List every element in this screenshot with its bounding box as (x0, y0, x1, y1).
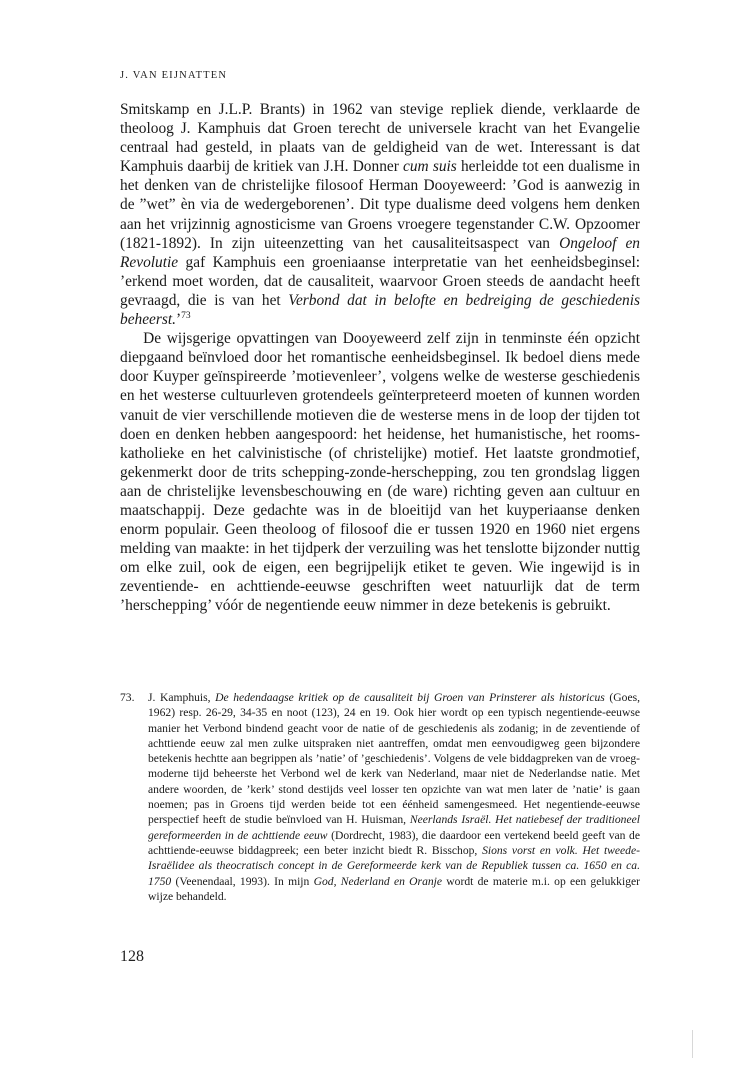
paragraph-1 (120, 100, 640, 329)
italic-run: God, Nederland en Oranje (313, 874, 443, 888)
text-run: gaf Kamphuis een groeniaanse interpretatie van het eenheidsbeginsel: ’erkend moet worden, dat de causaliteit, waarvoor Groen steeds de aandacht heeft gevraagd, die is van het (120, 253, 640, 309)
text-run: wordt de materie m.i. op een gelukkiger wijze behandeld. (148, 874, 640, 903)
text-run: herleidde tot een dualisme in het denken van de christelijke filosoof Herman Dooyeweerd: ’God is aanwezig in de ”wet” èn via de wedergeborenen’. Dit type dualisme deed volgens hem denken aan het vrijzinnig agnosticisme van Groens vroegere tegenstander C.W. Opzoomer (1821-1892). In zijn uiteenzetting van het causaliteitsaspect van (120, 158, 641, 252)
page-number: 128 (120, 948, 144, 965)
footnote-number: 73. (120, 691, 135, 704)
italic-run: Sions vorst en volk. Het tweede-Israëlidee als theocratisch concept in de Gereformeerde kerk van de Republiek tussen ca. 1650 en ca. 1750 (148, 843, 640, 888)
text-run: ’ (176, 311, 182, 329)
running-head: J. VAN EIJNATTEN (120, 70, 228, 81)
paragraph-2 (120, 329, 640, 615)
text-run: (Veenendaal, 1993). In mijn (171, 874, 314, 888)
italic-run: Verbond dat in belofte en bedreiging de geschiedenis beheerst. (120, 291, 641, 329)
footnote-73 (120, 690, 640, 904)
scan-edge-mark (692, 1030, 693, 1058)
italic-run: cum suis (403, 158, 457, 176)
text-run: (Dordrecht, 1983), die daardoor een vertekend beeld geeft van de achttiende-eeuwse biddagpreek; een beter inzicht biedt R. Bisschop, (148, 828, 640, 857)
italic-run: Neerlands Israël. Het natiebesef der traditioneel gereformeerden in de achttiende eeuw (148, 813, 640, 842)
text-run: Smitskamp en J.L.P. Brants) in 1962 van stevige repliek diende, verklaarde de theoloog J. Kamphuis dat Groen terecht de universele kracht van het Evangelie centraal had gesteld, in plaats van de geldigheid van de wet. Interessant is dat Kamphuis daarbij de kritiek van J.H. Donner (120, 101, 640, 176)
body-text (120, 100, 640, 616)
italic-run: De hedendaagse kritiek op de causaliteit bij Groen van Prinsterer als historicus (215, 691, 605, 704)
text-run: (Goes, 1962) resp. 26-29, 34-35 en noot (123), 24 en 19. Ook hier wordt op een typisch negentiende-eeuwse manier het Verbond bindend geacht voor de natie of de geschiedenis als zodanig; in de zeventiende of achttiende eeuw zal men zulke uitspraken niet aantreffen, omdat men eenvoudigweg geen bijzondere betekenis hechtte aan begrippen als ’natie’ of ’geschiedenis’. Volgens de vele biddagpreken van de vroeg-moderne tijd beheerste het Verbond wel de kerk van Nederland, maar niet de Nederlandse natie. Met andere woorden, de ’kerk’ stond destijds veel losser ten opzichte van wat men later de ’natie’ is gaan noemen; pas in Groens tijd werden beide tot een éénheid samengesmeed. Het negentiende-eeuwse perspectief heeft de studie beïnvloed van H. Huisman, (148, 691, 641, 827)
text-run: J. Kamphuis, (148, 691, 216, 704)
footnote-reference: 73 (181, 310, 191, 321)
footnotes (120, 690, 640, 904)
footnote-text (148, 690, 640, 904)
text-run: De wijsgerige opvattingen van Dooyeweerd zelf zijn in tenminste één opzicht diepgaand beïnvloed door het romantische eenheidsbeginsel. Ik bedoel diens mede door Kuyper geïnspireerde ’motievenleer’, volgens welke de westerse geschiedenis en het westerse cultuurleven grotendeels geïnterpreteerd moeten of kunnen worden vanuit de vier verschillende motieven die de westerse mens in de loop der tijden tot doen en denken hebben aangespoord: het heidense, het humanistische, het rooms-katholieke en het calvinistische (of christelijke) motief. Het laatste grondmotief, gekenmerkt door de trits schepping-zonde-herschepping, zou ten grondslag liggen aan de christelijke levensbeschouwing en (de ware) richting geven aan cultuur en maatschappij. Deze gedachte was in de bloeitijd van het kuyperiaanse denken enorm populair. Geen theoloog of filosoof die er tussen 1920 en 1960 niet ergens melding van maakte: in het tijdperk der verzuiling was het tenslotte bijzonder nuttig om elke zuil, ook de eigen, een begrijpelijk etiket te geven. Wie ingewijd is in zeventiende- en achttiende-eeuwse geschriften weet natuurlijk dat de term ’herschepping’ vóór de negentiende eeuw nimmer in deze betekenis is gebruikt. (120, 330, 640, 615)
italic-run: Ongeloof en Revolutie (120, 234, 641, 271)
